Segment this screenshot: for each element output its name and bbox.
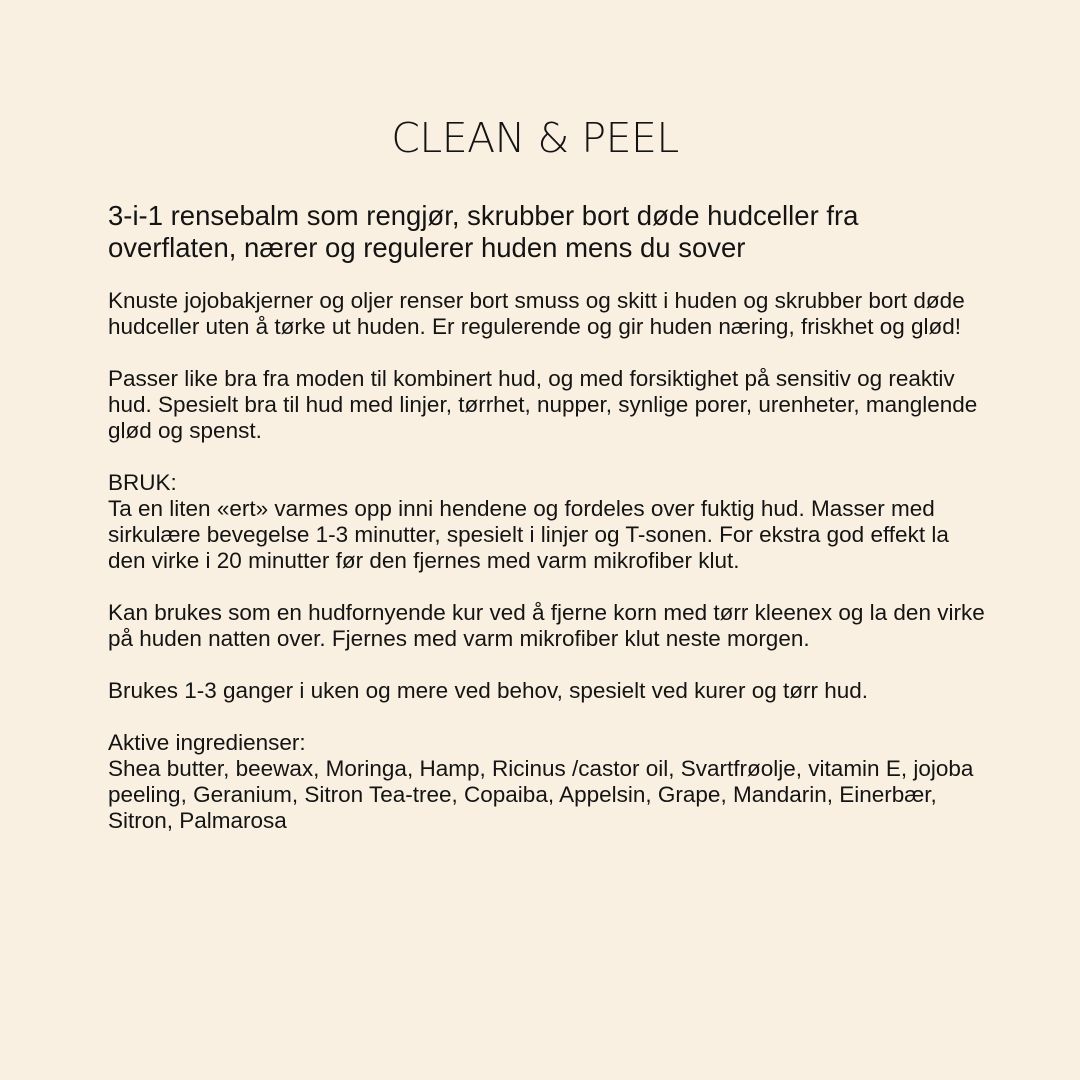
page-title: CLEAN & PEEL <box>391 114 679 162</box>
ingredients-list: Shea butter, beewax, Moringa, Hamp, Ricinus /castor oil, Svartfrøolje, vitamin E, jojoba peeling, Geranium, Sitron Tea-tree, Copaiba, Appelsin, Grape, Mandarin, Einerbær, Sitron, Palmarosa <box>108 756 974 833</box>
usage-section <box>108 470 988 574</box>
frequency-paragraph: Brukes 1-3 ganger i uken og mere ved behov, spesielt ved kurer og tørr hud. <box>108 678 868 703</box>
ingredients-label: Aktive ingredienser <box>108 730 300 755</box>
description-paragraph: Knuste jojobakjerner og oljer renser bort smuss og skitt i huden og skrubber bort døde hudceller uten å tørke ut huden. Er regulerende og gir huden næring, friskhet og glød! <box>108 288 965 339</box>
content-body <box>108 200 988 860</box>
usage-label: BRUK: <box>108 470 177 495</box>
ingredients-section <box>108 730 988 834</box>
treatment-paragraph: Kan brukes som en hudfornyende kur ved å fjerne korn med tørr kleenex og la den virke på huden natten over. Fjernes med varm mikrofiber klut neste morgen. <box>108 600 985 651</box>
skin-type-paragraph: Passer like bra fra moden til kombinert hud, og med forsiktighet på sensitiv og reaktiv hud. Spesielt bra til hud med linjer, tørrhet, nupper, synlige porer, urenheter, manglende glød og spenst. <box>108 366 978 443</box>
product-subtitle: 3-i-1 rensebalm som rengjør, skrubber bort døde hudceller fra overflaten, nærer og regulerer huden mens du sover <box>108 200 859 263</box>
usage-text: Ta en liten «ert» varmes opp inni hendene og fordeles over fuktig hud. Masser med sirkulære bevegelse 1-3 minutter, spesielt i linjer og T-sonen. For ekstra god effekt la den virke i 20 minutter før den fjernes med varm mikrofiber klut. <box>108 496 949 573</box>
ingredients-colon: : <box>299 730 306 755</box>
